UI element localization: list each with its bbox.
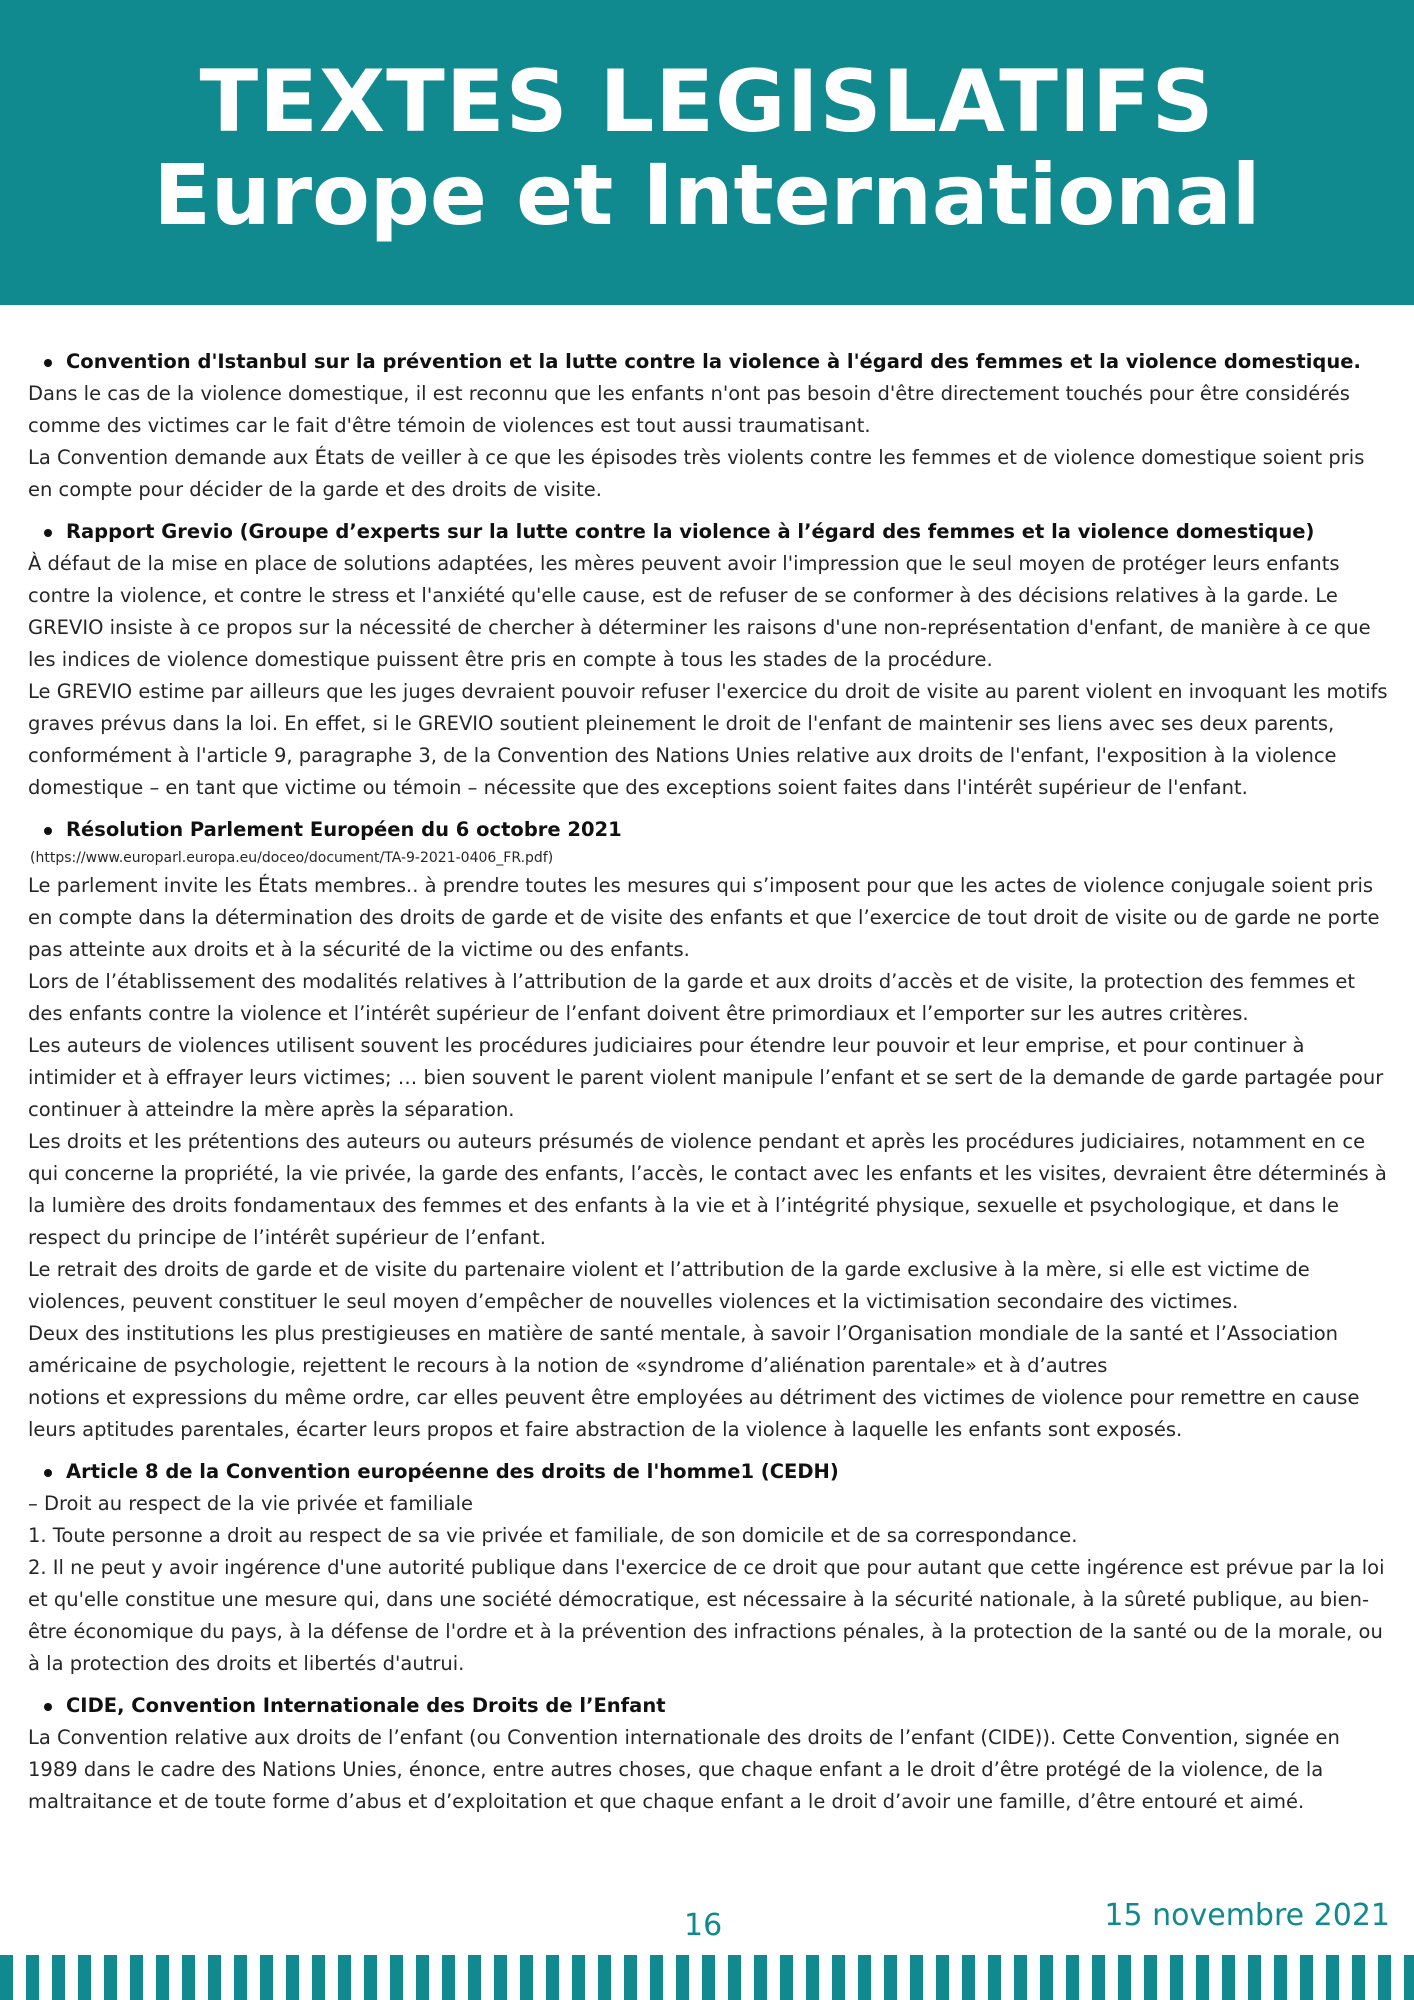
page-title-line2: Europe et International bbox=[153, 146, 1261, 244]
section-heading: CIDE, Convention Internationale des Droits de l’Enfant bbox=[28, 1690, 1390, 1722]
paragraph: – Droit au respect de la vie privée et familiale bbox=[28, 1492, 474, 1515]
section-grevio bbox=[28, 516, 1390, 804]
section-cide bbox=[28, 1690, 1390, 1818]
paragraph: Les droits et les prétentions des auteurs ou auteurs présumés de violence pendant et après les procédures judiciaires, notamment en ce qui concerne la propriété, la vie privée, la garde des enfants, l’accès, le contact avec les enfants et les visites, devraient être déterminés à la lumière des droits fondamentaux des femmes et des enfants à la vie et à l’intégrité physique, sexuelle et psychologique, et dans le respect du principe de l’intérêt supérieur de l’enfant. bbox=[28, 1130, 1387, 1249]
page-title-line1: TEXTES LEGISLATIFS bbox=[199, 52, 1215, 152]
bullet-icon bbox=[44, 359, 52, 367]
section-heading: Rapport Grevio (Groupe d’experts sur la lutte contre la violence à l’égard des femmes et la violence domestique) bbox=[28, 516, 1390, 548]
paragraph: Dans le cas de la violence domestique, il est reconnu que les enfants n'ont pas besoin d'être directement touchés pour être considérés comme des victimes car le fait d'être témoin de violences est tout aussi traumatisant. bbox=[28, 382, 1350, 437]
bullet-icon bbox=[44, 827, 52, 835]
paragraph: 1. Toute personne a droit au respect de sa vie privée et familiale, de son domicile et de sa correspondance. bbox=[28, 1524, 1078, 1547]
bullet-icon bbox=[44, 529, 52, 537]
paragraph: La Convention demande aux États de veiller à ce que les épisodes très violents contre les femmes et de violence domestique soient pris en compte pour décider de la garde et des droits de visite. bbox=[28, 446, 1365, 501]
paragraph: Les auteurs de violences utilisent souvent les procédures judiciaires pour étendre leur pouvoir et leur emprise, et pour continuer à intimider et à effrayer leurs victimes; … bien souvent le parent violent manipule l’enfant et se sert de la demande de garde partagée pour continuer à atteindre la mère après la séparation. bbox=[28, 1034, 1384, 1121]
page-number: 16 bbox=[684, 1908, 723, 1943]
section-cedh bbox=[28, 1456, 1390, 1680]
bullet-icon bbox=[44, 1469, 52, 1477]
footer-stripe-decoration bbox=[0, 1955, 1414, 2000]
section-heading: Résolution Parlement Européen du 6 octobre 2021 bbox=[28, 814, 1390, 846]
paragraph: Deux des institutions les plus prestigieuses en matière de santé mentale, à savoir l’Organisation mondiale de la santé et l’Association américaine de psychologie, rejettent le recours à la notion de «syndrome d’aliénation parentale» et à d’autres bbox=[28, 1322, 1339, 1377]
header-banner bbox=[0, 0, 1414, 305]
paragraph: Le retrait des droits de garde et de visite du partenaire violent et l’attribution de la garde exclusive à la mère, si elle est victime de violences, peuvent constituer le seul moyen d’empêcher de nouvelles violences et la victimisation secondaire des victimes. bbox=[28, 1258, 1310, 1313]
source-url: (https://www.europarl.europa.eu/doceo/document/TA-9-2021-0406_FR.pdf) bbox=[30, 850, 554, 866]
paragraph: Lors de l’établissement des modalités relatives à l’attribution de la garde et aux droits d’accès et de visite, la protection des femmes et des enfants contre la violence et l’intérêt supérieur de l’enfant doivent être primordiaux et l’emporter sur les autres critères. bbox=[28, 970, 1355, 1025]
document-body bbox=[28, 346, 1390, 1828]
section-heading: Article 8 de la Convention européenne des droits de l'homme1 (CEDH) bbox=[28, 1456, 1390, 1488]
bullet-icon bbox=[44, 1703, 52, 1711]
paragraph: À défaut de la mise en place de solutions adaptées, les mères peuvent avoir l'impression que le seul moyen de protéger leurs enfants contre la violence, et contre le stress et l'anxiété qu'elle cause, est de refuser de se conformer à des décisions relatives à la garde. Le GREVIO insiste à ce propos sur la nécessité de chercher à déterminer les raisons d'une non-représentation d'enfant, de manière à ce que les indices de violence domestique puissent être pris en compte à tous les stades de la procédure. bbox=[28, 552, 1371, 671]
section-resolution bbox=[28, 814, 1390, 1446]
paragraph: Le GREVIO estime par ailleurs que les juges devraient pouvoir refuser l'exercice du droit de visite au parent violent en invoquant les motifs graves prévus dans la loi. En effet, si le GREVIO soutient pleinement le droit de l'enfant de maintenir ses liens avec ses deux parents, conformément à l'article 9, paragraphe 3, de la Convention des Nations Unies relative aux droits de l'enfant, l'exposition à la violence domestique – en tant que victime ou témoin – nécessite que des exceptions soient faites dans l'intérêt supérieur de l'enfant. bbox=[28, 680, 1388, 799]
paragraph: 2. Il ne peut y avoir ingérence d'une autorité publique dans l'exercice de ce droit que pour autant que cette ingérence est prévue par la loi et qu'elle constitue une mesure qui, dans une société démocratique, est nécessaire à la sécurité nationale, à la sûreté publique, au bien-être économique du pays, à la défense de l'ordre et à la prévention des infractions pénales, à la protection de la santé ou de la morale, ou à la protection des droits et libertés d'autrui. bbox=[28, 1556, 1385, 1675]
paragraph: Le parlement invite les États membres.. à prendre toutes les mesures qui s’imposent pour que les actes de violence conjugale soient pris en compte dans la détermination des droits de garde et de visite des enfants et que l’exercice de tout droit de visite ou de garde ne porte pas atteinte aux droits et à la sécurité de la victime ou des enfants. bbox=[28, 874, 1380, 961]
paragraph: La Convention relative aux droits de l’enfant (ou Convention internationale des droits de l’enfant (CIDE)). Cette Convention, signée en 1989 dans le cadre des Nations Unies, énonce, entre autres choses, que chaque enfant a le droit d’être protégé de la violence, de la maltraitance et de toute forme d’abus et d’exploitation et que chaque enfant a le droit d’avoir une famille, d’être entouré et aimé. bbox=[28, 1726, 1340, 1813]
section-heading: Convention d'Istanbul sur la prévention et la lutte contre la violence à l'égard des femmes et la violence domestique. bbox=[28, 346, 1390, 378]
footer-date: 15 novembre 2021 bbox=[1104, 1898, 1390, 1933]
paragraph: notions et expressions du même ordre, car elles peuvent être employées au détriment des victimes de violence pour remettre en cause leurs aptitudes parentales, écarter leurs propos et faire abstraction de la violence à laquelle les enfants sont exposés. bbox=[28, 1386, 1360, 1441]
section-istanbul bbox=[28, 346, 1390, 506]
